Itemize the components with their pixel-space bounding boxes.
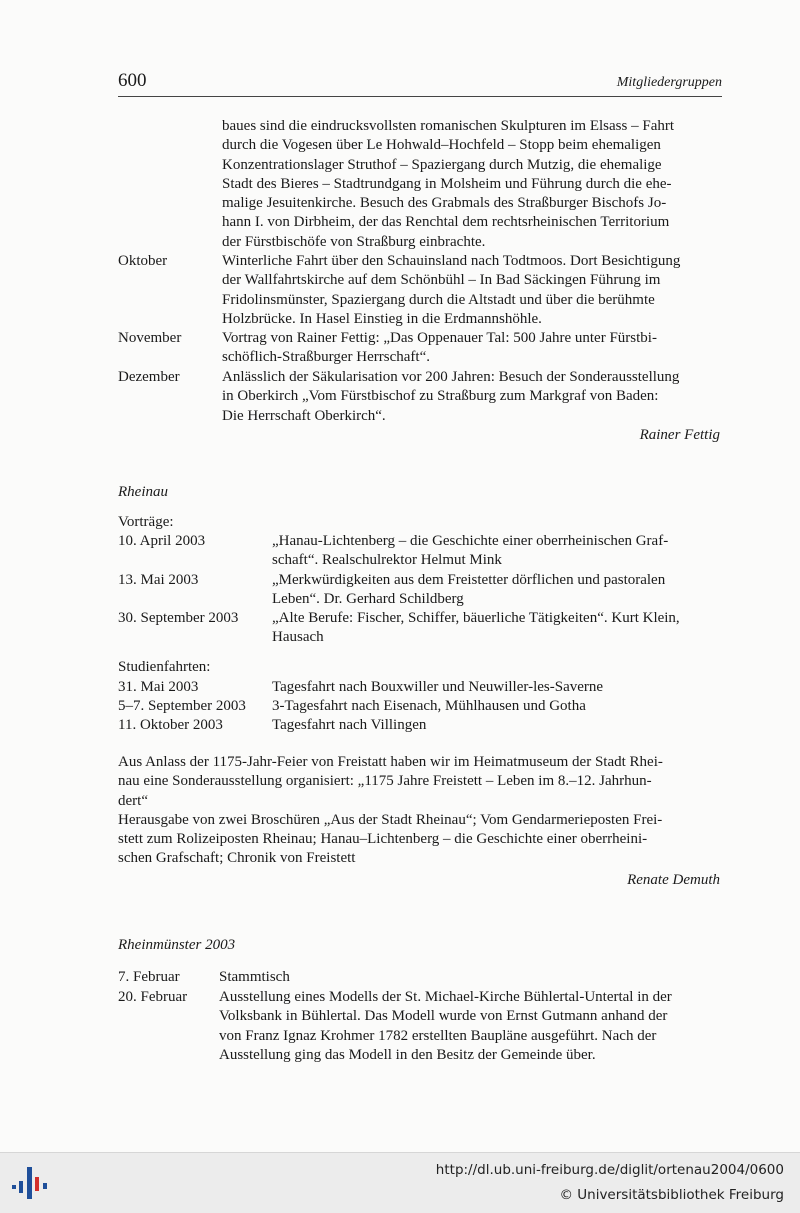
text-line: nau eine Sonderausstellung organisiert: „1175 Jahre Freistett – Leben im 8.–12. Jahrhun- [118,773,652,790]
text-line: Vortrag von Rainer Fettig: „Das Oppenauer Tal: 500 Jahre unter Fürstbi- [222,330,657,346]
text-line: Ausstellung eines Modells der St. Michael-Kirche Bühlertal-Untertal in der [219,989,672,1005]
text-line: schen Grafschaft; Chronik von Freistett [118,850,356,867]
text-line: Anlässlich der Säkularisation vor 200 Jahren: Besuch der Sonderausstellung [222,369,680,385]
talks-label: Vorträge: [118,514,174,530]
text-line: „Alte Berufe: Fischer, Schiffer, bäuerliche Tätigkeiten“. Kurt Klein, [272,610,680,626]
trips-label: Studienfahrten: [118,659,211,675]
text-line: Holzbrücke. In Hasel Einstieg in die Erdmannshöhle. [222,310,542,327]
talk-entry [272,532,720,571]
copyright-notice: © Universitätsbibliothek Freiburg [559,1187,784,1203]
event-date: 7. Februar [118,969,180,985]
paragraph-exhibition [118,753,720,869]
entry-label-dezember: Dezember [118,369,180,385]
entry-label-november: November [118,330,182,346]
text-line: hann I. von Dirbheim, der das Renchtal dem rechtsrheinischen Territorium [222,214,670,231]
text-line: dert“ [118,792,148,809]
entry-november [222,329,720,368]
text-line: Winterliche Fahrt über den Schauinsland nach Todtmoos. Dort Besichtigung [222,253,681,269]
talk-date: 10. April 2003 [118,533,206,549]
entry-oktober [222,252,720,329]
document-url-link[interactable]: http://dl.ub.uni-freiburg.de/diglit/ortenau2004/0600 [435,1162,784,1178]
text-line: von Franz Ignaz Krohmer 1782 erstellten Baupläne ausgeführt. Nach der [219,1027,657,1044]
page-number: 600 [118,70,147,91]
text-line: schaft“. Realschulrektor Helmut Mink [272,552,502,569]
text-line: Fridolinsmünster, Spaziergang durch die Altstadt und über die berühmte [222,291,655,308]
trip-text: Tagesfahrt nach Villingen [272,717,427,733]
text-line: Konzentrationslager Struthof – Spaziergang durch Mutzig, die ehemalige [222,156,662,173]
text-line: schöflich-Straßburger Herrschaft“. [222,349,430,366]
ub-freiburg-logo-icon [10,1165,50,1201]
entry-label-oktober: Oktober [118,253,168,269]
text-line: Volksbank in Bühlertal. Das Modell wurde von Ernst Gutmann anhand der [219,1008,668,1025]
intro-paragraph [222,117,720,252]
running-title: Mitgliedergruppen [616,75,722,90]
text-line: baues sind die eindrucksvollsten romanischen Skulpturen im Elsass – Fahrt [222,118,675,134]
event-date: 20. Februar [118,989,188,1005]
talk-date: 13. Mai 2003 [118,572,199,588]
talk-date: 30. September 2003 [118,610,239,626]
text-line: Stadt des Bieres – Stadtrundgang in Molsheim und Führung durch die ehe- [222,175,672,192]
signature-fettig: Rainer Fettig [639,427,720,443]
text-line: durch die Vogesen über Le Hohwald–Hochfeld – Stopp beim ehemaligen [222,137,661,154]
trip-date: 11. Oktober 2003 [118,717,223,733]
text-line: malige Jesuitenkirche. Besuch des Grabmals des Straßburger Bischofs Jo- [222,195,667,212]
entry-dezember [222,368,720,426]
text-line: „Merkwürdigkeiten aus dem Freistetter dörflichen und pastoralen [272,572,666,588]
trip-date: 31. Mai 2003 [118,679,199,695]
header-rule [118,96,722,97]
text-line: der Fürstbischöfe von Straßburg einbrachte. [222,233,486,250]
event-entry [219,988,720,1065]
viewer-footer [0,1152,800,1213]
text-line: stett zum Rolizeiposten Rheinau; Hanau–Lichtenberg – die Geschichte einer oberrheini- [118,831,648,848]
section-heading-rheinau: Rheinau [118,484,168,500]
section-heading-rheinmuenster: Rheinmünster 2003 [118,937,236,953]
talk-entry [272,571,720,610]
event-text: Stammtisch [219,969,290,985]
trip-text: Tagesfahrt nach Bouxwiller und Neuwiller-les-Saverne [272,679,604,695]
text-line: in Oberkirch „Vom Fürstbischof zu Straßburg zum Markgraf von Baden: [222,388,659,405]
text-line: der Wallfahrtskirche auf dem Schönbühl – In Bad Säckingen Führung im [222,272,661,289]
text-line: Ausstellung ging das Modell in den Besitz der Gemeinde über. [219,1046,596,1063]
text-line: Herausgabe von zwei Broschüren „Aus der Stadt Rheinau“; Vom Gendarmerieposten Frei- [118,811,663,828]
text-line: Die Herrschaft Oberkirch“. [222,407,386,424]
trip-text: 3-Tagesfahrt nach Eisenach, Mühlhausen und Gotha [272,698,586,714]
text-line: Leben“. Dr. Gerhard Schildberg [272,591,464,608]
signature-demuth: Renate Demuth [627,872,720,888]
text-line: Aus Anlass der 1175-Jahr-Feier von Freistatt haben wir im Heimatmuseum der Stadt Rhei- [118,754,663,770]
trip-date: 5–7. September 2003 [118,698,246,714]
talk-entry [272,609,720,648]
text-line: Hausach [272,629,324,646]
text-line: „Hanau-Lichtenberg – die Geschichte einer oberrheinischen Graf- [272,533,669,549]
